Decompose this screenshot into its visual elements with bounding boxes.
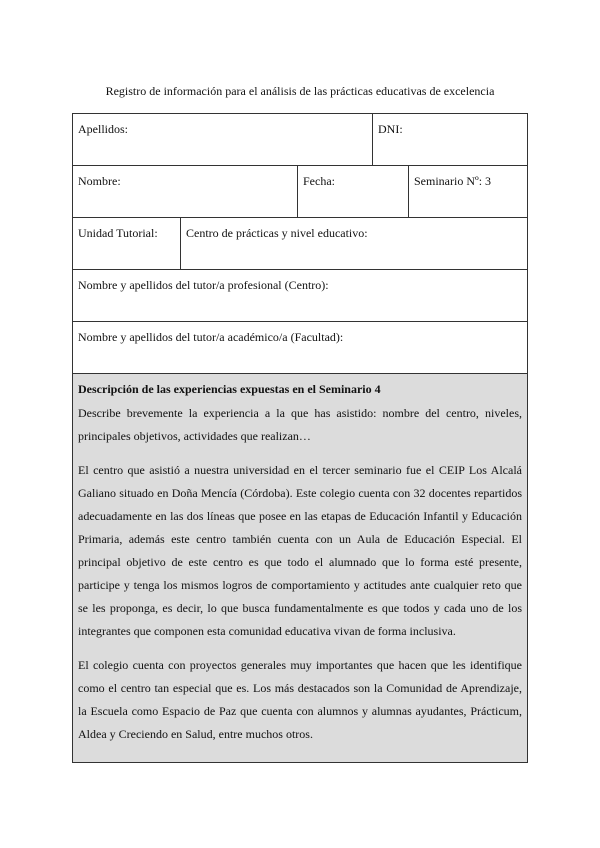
label-apellidos: Apellidos:	[78, 122, 128, 136]
description-paragraph: El colegio cuenta con proyectos generales muy importantes que hacen que les identifique como el centro tan especial que es. Los más destacados son la Comunidad de Aprendizaje, la Escuela como Espacio de Paz que cuenta con alumnos y alumnas ayudantes, Prácticum, Aldea y Creciendo en Salud, entre muchos otros.	[78, 658, 522, 741]
description-prompt: Describe brevemente la experiencia a la que has asistido: nombre del centro, niveles, principales objetivos, actividades que realizan…	[78, 406, 522, 443]
label-tutor-academico: Nombre y apellidos del tutor/a académico/a (Facultad):	[78, 330, 344, 344]
description-section	[72, 373, 528, 763]
field-apellidos	[72, 113, 373, 166]
label-unidad-tutorial: Unidad Tutorial:	[78, 226, 158, 240]
field-tutor-profesional	[72, 269, 528, 322]
field-seminario	[408, 165, 528, 218]
field-dni	[372, 113, 528, 166]
field-fecha	[297, 165, 409, 218]
description-heading: Descripción de las experiencias expuestas en el Seminario 4	[78, 382, 381, 396]
field-unidad-tutorial	[72, 217, 181, 270]
label-seminario: Seminario Nº: 3	[414, 174, 492, 188]
label-centro: Centro de prácticas y nivel educativo:	[186, 226, 368, 240]
label-tutor-profesional: Nombre y apellidos del tutor/a profesional (Centro):	[78, 278, 329, 292]
label-fecha: Fecha:	[303, 174, 335, 188]
field-nombre	[72, 165, 298, 218]
label-nombre: Nombre:	[78, 174, 121, 188]
label-dni: DNI:	[378, 122, 403, 136]
field-tutor-academico	[72, 321, 528, 374]
description-paragraph: El centro que asistió a nuestra universidad en el tercer seminario fue el CEIP Los Alcalá Galiano situado en Doña Mencía (Córdoba). Este colegio cuenta con 32 docentes repartidos adecuadamente en las dos líneas que posee en las etapas de Educación Infantil y Educación Primaria, además este centro también cuenta con un Aula de Educación Especial. El principal objetivo de este centro es que todo el alumnado que lo forma esté presente, participe y tenga los mismos logros de comportamiento y actitudes ante cualquier reto que se les proponga, es decir, lo que busca fundamentalmente es que todos y cada uno de los integrantes que componen esta comunidad educativa vivan de forma inclusiva.	[78, 463, 522, 638]
field-centro	[180, 217, 528, 270]
document-title: Registro de información para el análisis de las prácticas educativas de excelencia	[105, 84, 495, 98]
